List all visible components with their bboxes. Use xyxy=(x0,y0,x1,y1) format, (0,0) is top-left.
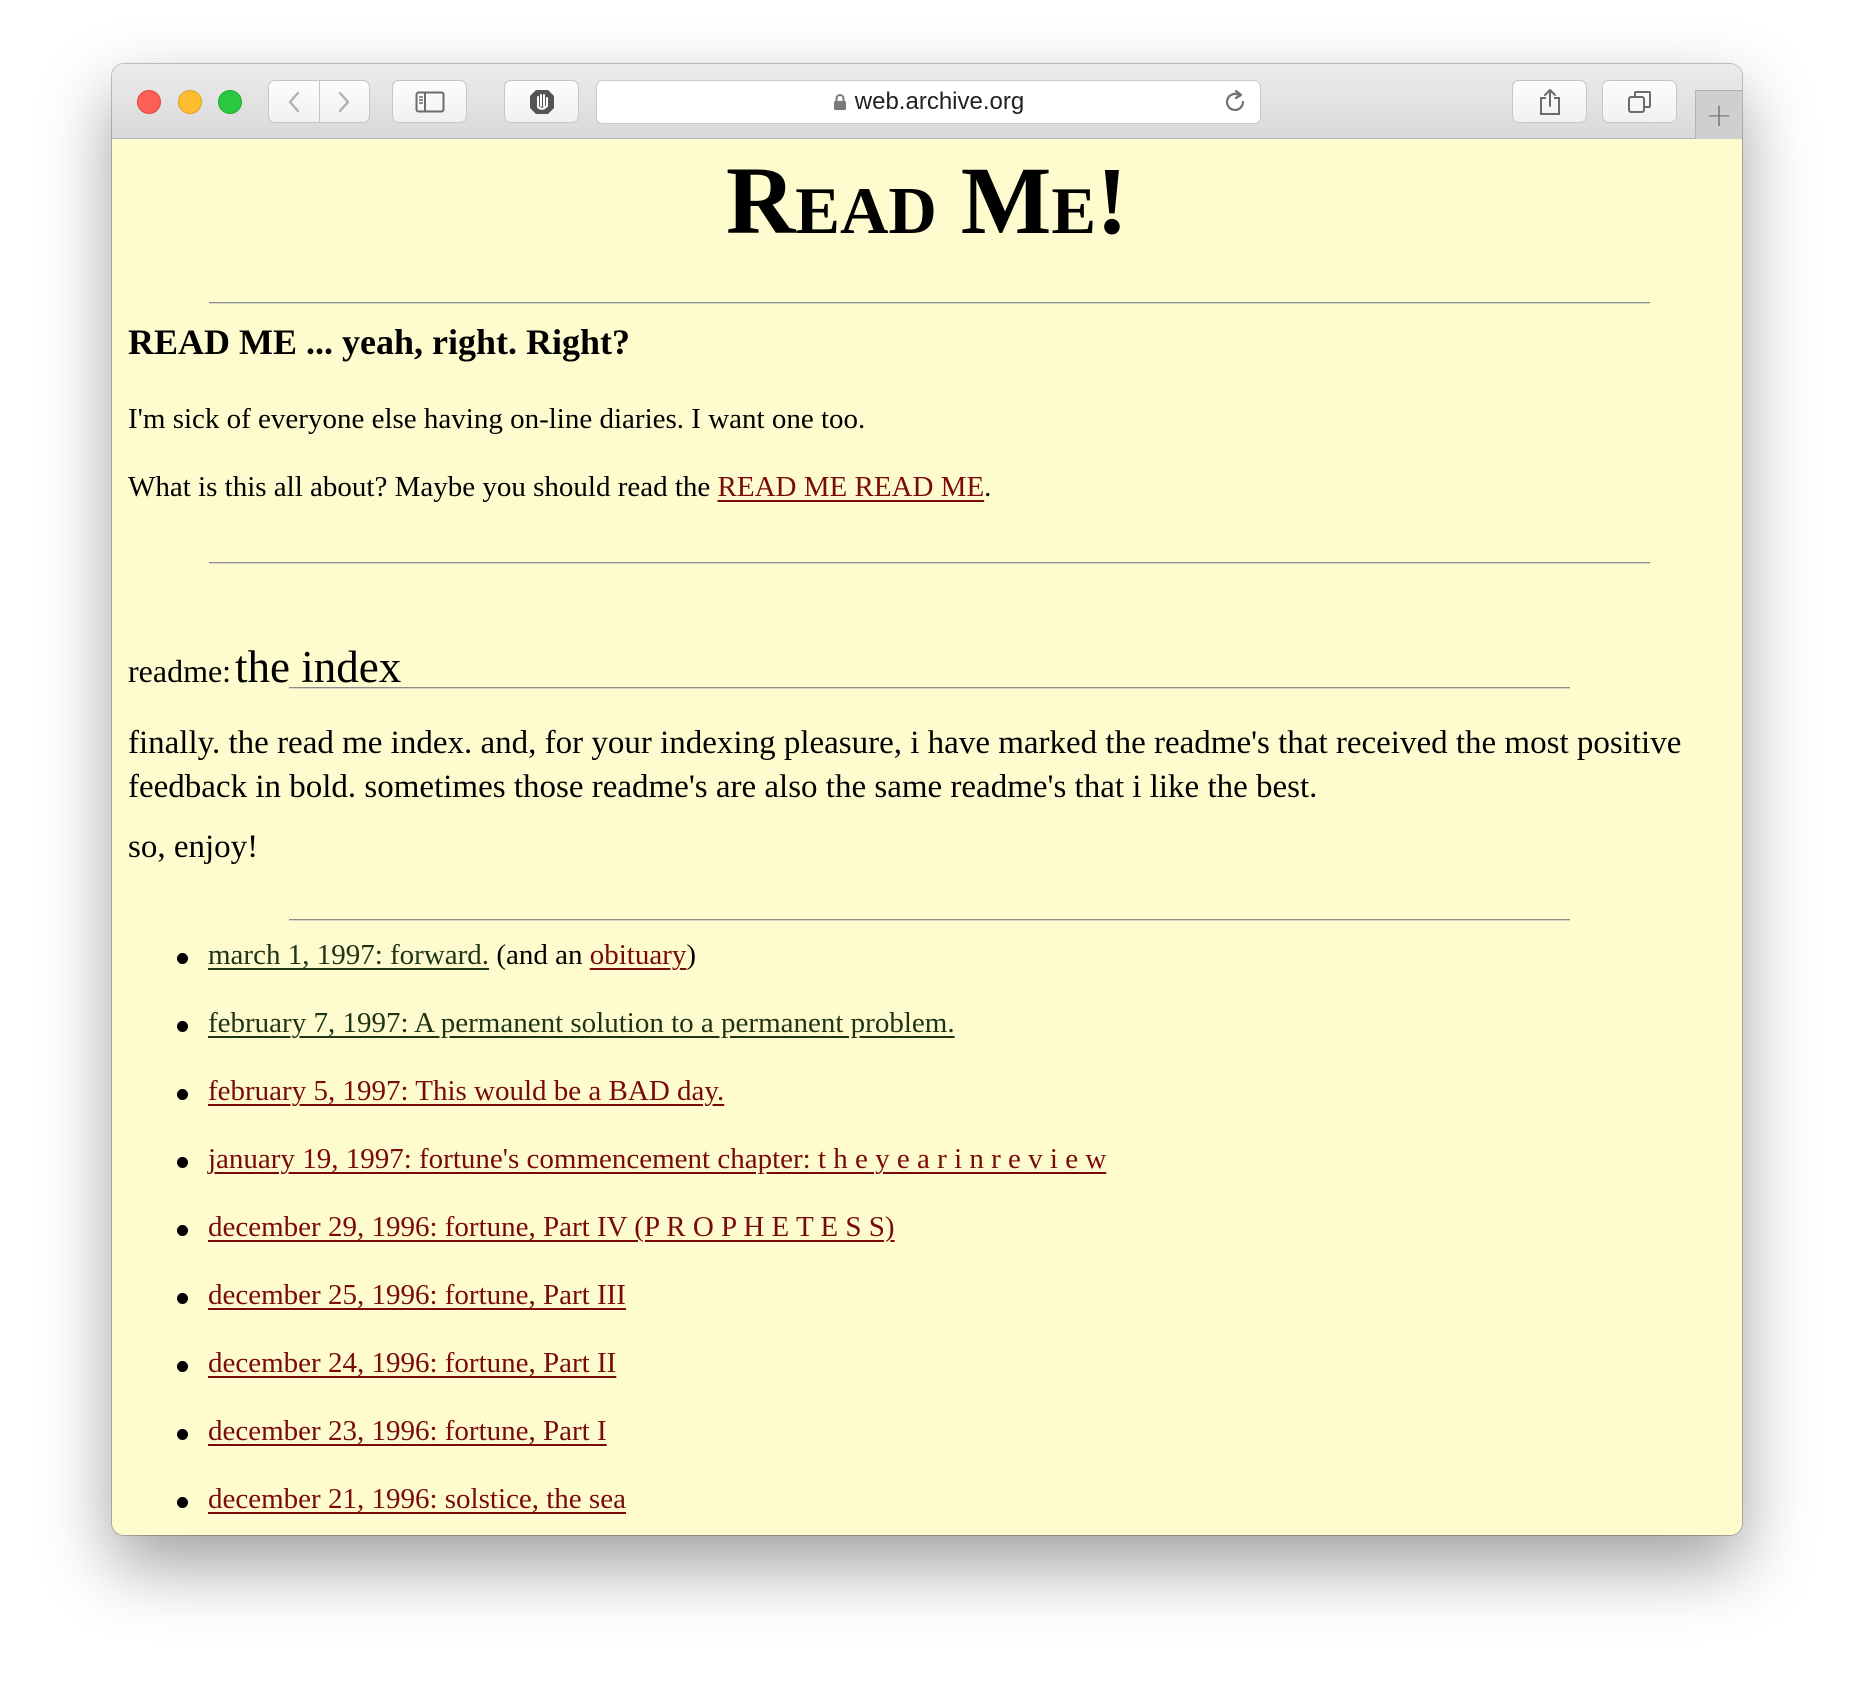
plus-icon: + xyxy=(1705,96,1733,134)
index-heading-prefix: readme: xyxy=(128,653,232,689)
maximize-window-button[interactable] xyxy=(218,90,242,114)
minimize-window-button[interactable] xyxy=(178,90,202,114)
sidebar-button[interactable] xyxy=(392,80,467,123)
entry-link[interactable]: february 7, 1997: A permanent solution to a permanent problem. xyxy=(208,1007,955,1039)
index-description: finally. the read me index. and, for your indexing pleasure, i have marked the readme's that received the most positive feedback in bold. sometimes those readme's are also the same readme's that i like the best. xyxy=(128,725,1682,805)
reload-button[interactable] xyxy=(1222,89,1248,120)
share-icon xyxy=(1538,88,1562,116)
entry-link[interactable]: december 24, 1996: fortune, Part II xyxy=(208,1347,617,1379)
browser-toolbar xyxy=(112,64,1742,139)
address-text: web.archive.org xyxy=(854,88,1025,115)
forward-button[interactable] xyxy=(319,81,370,122)
bullet-icon xyxy=(177,1021,188,1032)
entry-note: (and an xyxy=(489,939,590,971)
new-tab-button[interactable] xyxy=(1695,90,1742,139)
entry-link[interactable]: february 5, 1997: This would be a BAD day. xyxy=(208,1075,725,1107)
page-title: Read Me! xyxy=(725,147,1129,254)
chevron-left-icon xyxy=(287,90,301,114)
navigation-buttons xyxy=(268,80,370,123)
bullet-icon xyxy=(177,1293,188,1304)
bullet-icon xyxy=(177,1225,188,1236)
intro-prefix: What is this all about? Maybe you should read the xyxy=(128,471,718,503)
readme-readme-link[interactable]: READ ME READ ME xyxy=(717,471,985,503)
share-button[interactable] xyxy=(1512,80,1587,123)
divider xyxy=(209,562,1650,564)
entry-link[interactable]: december 25, 1996: fortune, Part III xyxy=(208,1279,626,1311)
web-page xyxy=(112,139,1742,1535)
enjoy-text: so, enjoy! xyxy=(128,829,259,865)
intro-suffix: . xyxy=(984,471,992,503)
chevron-right-icon xyxy=(337,90,351,114)
reload-icon xyxy=(1222,89,1248,115)
bullet-icon xyxy=(177,1361,188,1372)
entry-link[interactable]: december 29, 1996: fortune, Part IV (P R O P H E T E S S) xyxy=(208,1211,895,1243)
bullet-icon xyxy=(177,953,188,964)
bullet-icon xyxy=(177,1089,188,1100)
intro-heading: READ ME ... yeah, right. Right? xyxy=(128,322,630,362)
entry-note-end: ) xyxy=(686,939,697,971)
entry-link[interactable]: march 1, 1997: forward. xyxy=(208,939,490,971)
obituary-link[interactable]: obituary xyxy=(589,939,687,971)
bullet-icon xyxy=(177,1497,188,1508)
browser-window xyxy=(112,64,1742,1535)
lock-icon xyxy=(833,93,847,111)
tab-overview-button[interactable] xyxy=(1602,80,1677,123)
sidebar-icon xyxy=(415,91,445,113)
tabs-icon xyxy=(1627,89,1653,115)
intro-text-link-line xyxy=(128,471,991,504)
hand-shield-icon xyxy=(528,88,556,116)
entry-link[interactable]: december 23, 1996: fortune, Part I xyxy=(208,1415,607,1447)
entry-link[interactable]: december 21, 1996: solstice, the sea xyxy=(208,1483,626,1515)
bullet-icon xyxy=(177,1157,188,1168)
intro-line: I'm sick of everyone else having on-line diaries. I want one too. xyxy=(128,403,866,435)
content-blocker-button[interactable] xyxy=(504,80,579,123)
address-bar[interactable] xyxy=(596,80,1261,124)
divider xyxy=(289,687,1570,689)
index-heading xyxy=(128,641,401,693)
close-window-button[interactable] xyxy=(137,90,161,114)
bullet-icon xyxy=(177,1429,188,1440)
entry-link[interactable]: january 19, 1997: fortune's commencement chapter: t h e y e a r i n r e v i e w xyxy=(208,1143,1107,1175)
back-button[interactable] xyxy=(269,81,319,122)
index-heading-title: the index xyxy=(235,642,402,692)
divider xyxy=(209,302,1650,304)
intro-text xyxy=(128,403,865,436)
divider xyxy=(289,919,1570,921)
